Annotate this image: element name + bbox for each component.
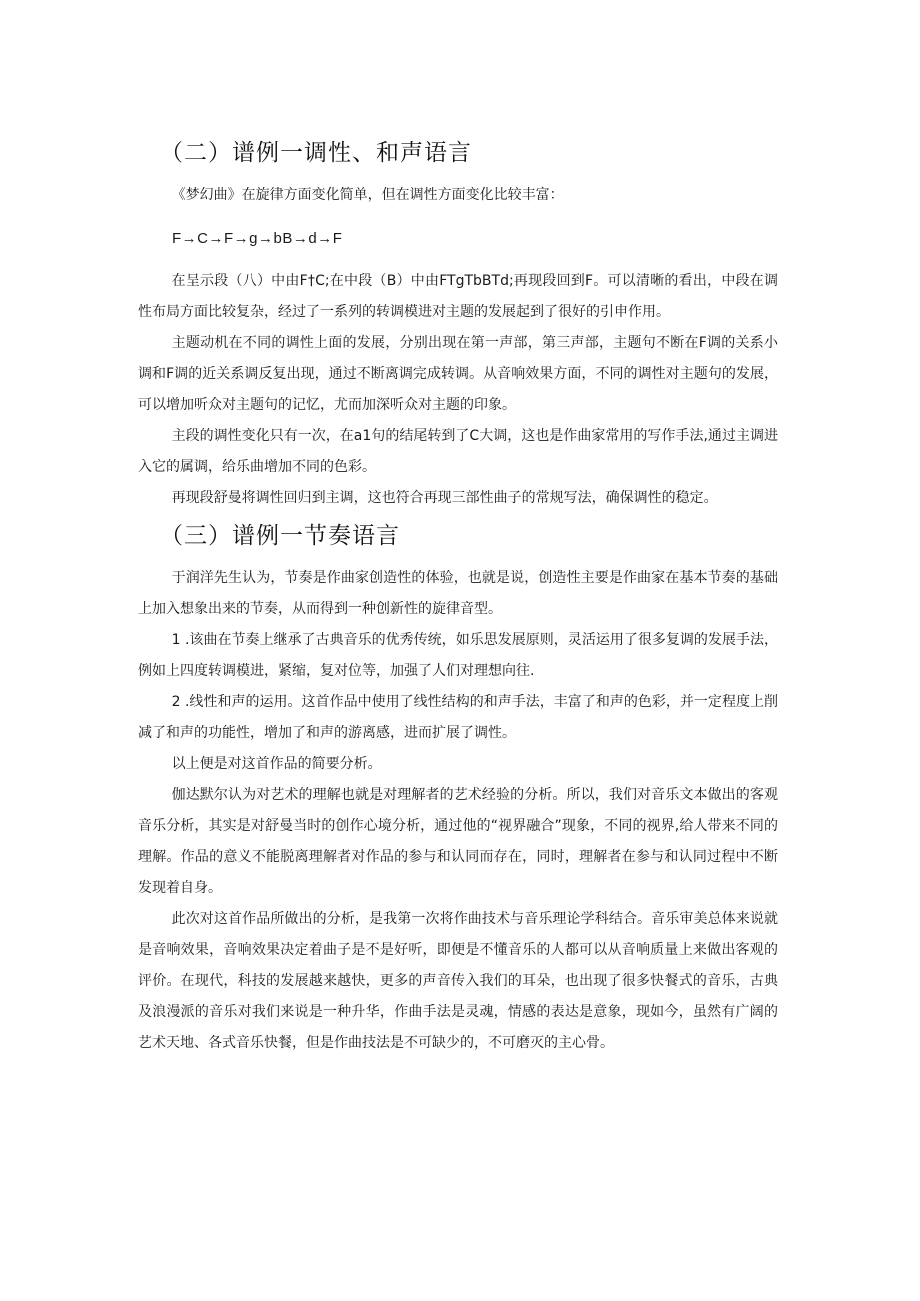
key-sequence: F→C→F→g→bB→d→F — [172, 230, 343, 247]
body-paragraph: 此次对这首作品所做出的分析，是我第一次将作曲技术与音乐理论学科结合。音乐审美总体来说就是音响效果，音响效果决定着曲子是不是好听，即便是不懂音乐的人都可以从音响质量上来做出客观的评价。在现代，科技的发展越来越快，更多的声音传入我们的耳朵，也出现了很多快餐式的音乐，古典及浪漫派的音乐对我们来说是一种升华，作曲手法是灵魂，情感的表达是意象，现如今，虽然有广阔的艺术天地、各式音乐快餐，但是作曲技法是不可缺少的，不可磨灭的主心骨。 — [138, 911, 778, 1051]
body-paragraph: 在呈示段（八）中由F†C;在中段（B）中由FTgTbBTd;再现段回到F。可以清晰的看出，中段在调性布局方面比较复杂，经过了一系列的转调模进对主题的发展起到了很好的引申作用。 — [138, 273, 778, 320]
section-heading-rhythm: （三）谱例一节奏语言 — [160, 523, 400, 549]
list-item-2: 2 .线性和声的运用。这首作品中使用了线性结构的和声手法，丰富了和声的色彩，并一定程度上削减了和声的功能性，增加了和声的游离感，进而扩展了调性。 — [138, 694, 778, 741]
list-item-1: 1 .该曲在节奏上继承了古典音乐的优秀传统，如乐思发展原则，灵活运用了很多复调的发展手法，例如上四度转调模进，紧缩，复对位等，加强了人们对理想向往. — [138, 632, 778, 679]
body-paragraph: 主题动机在不同的调性上面的发展，分别出现在第一声部，第三声部，主题句不断在F调的关系小调和F调的近关系调反复出现，通过不断离调完成转调。从音响效果方面，不同的调性对主题句的发展，可以增加听众对主题句的记忆，尤而加深听众对主题的印象。 — [138, 335, 778, 413]
body-paragraph: 主段的调性变化只有一次，在a1句的结尾转到了C大调，这也是作曲家常用的写作手法,通过主调进入它的属调，给乐曲增加不同的色彩。 — [138, 428, 778, 475]
section-heading-tonality: （二）谱例一调性、和声语言 — [160, 140, 472, 166]
body-paragraph: 伽达默尔认为对艺术的理解也就是对理解者的艺术经验的分析。所以，我们对音乐文本做出的客观音乐分析，其实是对舒曼当时的创作心境分析，通过他的“视界融合”现象，不同的视界,给人带来不同的理解。作品的意义不能脱离理解者对作品的参与和认同而存在，同时，理解者在参与和认同过程中不断发现着自身。 — [138, 787, 778, 896]
body-paragraph: 以上便是对这首作品的简要分析。 — [171, 756, 382, 772]
body-paragraph: 再现段舒曼将调性回归到主调，这也符合再现三部性曲子的常规写法，确保调性的稳定。 — [171, 490, 718, 506]
section-body-rhythm — [138, 563, 778, 1059]
section-body-tonality — [138, 180, 778, 514]
intro-paragraph: 《梦幻曲》在旋律方面变化简单，但在调性方面变化比较丰富： — [171, 187, 564, 203]
body-paragraph: 于润洋先生认为，节奏是作曲家创造性的体验，也就是说，创造性主要是作曲家在基本节奏的基础上加入想象出来的节奏，从而得到一种创新性的旋律音型。 — [138, 570, 778, 617]
